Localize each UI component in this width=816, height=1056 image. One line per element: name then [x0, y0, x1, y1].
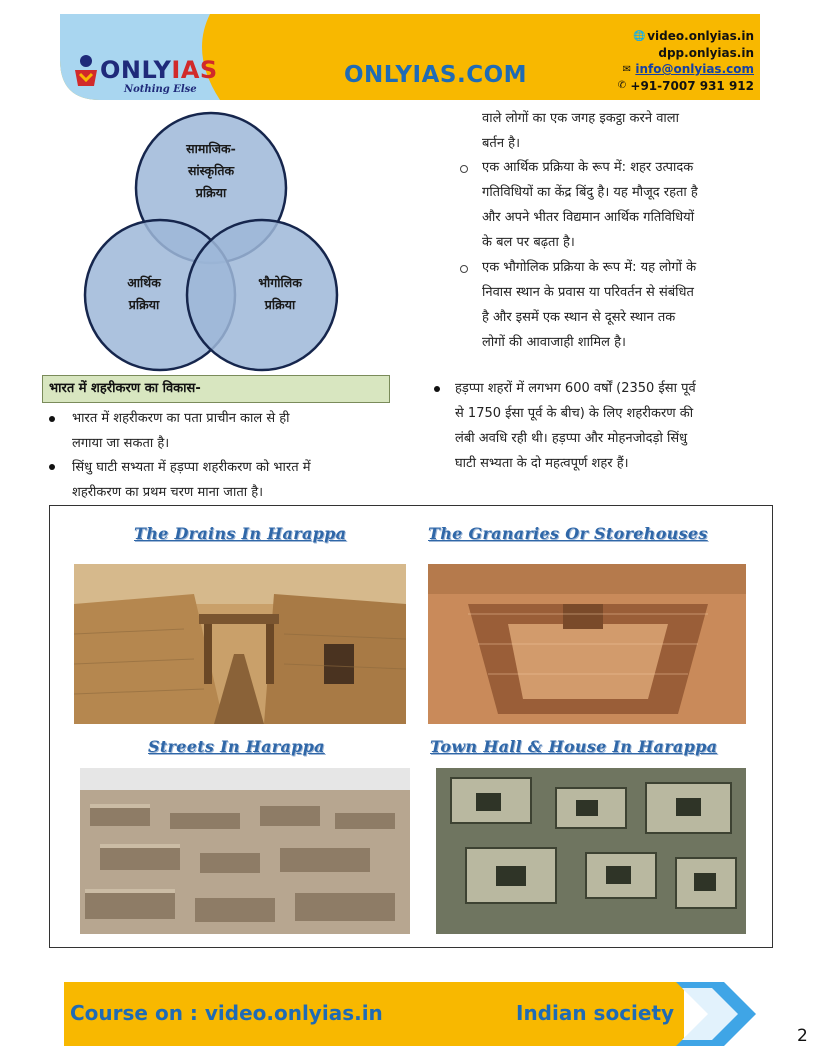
bullet-icon — [434, 386, 440, 392]
urbanization-ancient-item: भारत में शहरीकरण का पता प्राचीन काल से ही लगाया जा सकता है। — [72, 411, 290, 451]
site-title[interactable]: ONLYIAS.COM — [344, 62, 528, 88]
venn-top-label: सामाजिक- सांस्कृतिक प्रक्रिया — [186, 141, 236, 200]
venn-right-label: भौगोलिक प्रक्रिया — [258, 275, 302, 312]
townhall-photo — [436, 768, 746, 934]
harappa-duration-item: हड़प्पा शहरों में लगभग 600 वर्षों (2350 ईसा पूर्व से 1750 ईसा पूर्व के बीच) के लिए शहरीकरण की लंबी अवधि रही थी। हड़प्पा और मोहनजोदड़ो सिंधु घाटी सभ्यता के दो महत्वपूर्ण शहर हैं। — [455, 381, 696, 471]
continuation-text: वाले लोगों का एक जगह इकट्ठा करने वाला बर्तन है। — [482, 111, 679, 151]
footer-course-link[interactable]: Course on : video.onlyias.in — [70, 1001, 383, 1025]
logo-icon — [72, 54, 100, 92]
economic-process-item: एक आर्थिक प्रक्रिया के रूप में: शहर उत्पादक गतिविधियों का केंद्र बिंदु है। यह मौजूद रहता है और अपने भीतर विद्यमान आर्थिक गतिविधियों के बल पर बढ़ता है। — [482, 160, 698, 250]
phone-icon: ✆ — [617, 80, 627, 92]
contact-video[interactable]: 🌐 video.onlyias.in — [633, 29, 754, 43]
contact-phone[interactable]: ✆ +91-7007 931 912 — [617, 78, 754, 93]
bullet-icon — [49, 464, 55, 470]
granaries-photo — [428, 564, 746, 724]
contact-email[interactable]: ✉ info@onlyias.com — [622, 62, 754, 76]
granaries-title: The Granaries Or Storehouses — [428, 524, 708, 543]
page-number: 2 — [797, 1026, 808, 1046]
footer-subject: Indian society — [516, 1001, 675, 1025]
streets-title: Streets In Harappa — [148, 737, 325, 756]
section-heading: भारत में शहरीकरण का विकास- — [42, 375, 390, 403]
geographic-process-item: एक भौगोलिक प्रक्रिया के रूप में: यह लोगों के निवास स्थान के प्रवास या परिवर्तन से संबंधित है और इसमें एक स्थान से दूसरे स्थान तक लोगों की आवाजाही शामिल है। — [482, 260, 697, 350]
venn-left-label: आर्थिक प्रक्रिया — [127, 275, 161, 312]
indus-phase-item: सिंधु घाटी सभ्यता में हड़प्पा शहरीकरण को भारत में शहरीकरण का प्रथम चरण माना जाता है। — [72, 460, 311, 500]
bullet-icon — [49, 416, 55, 422]
circle-bullet-icon — [460, 265, 468, 273]
drains-title: The Drains In Harappa — [134, 524, 347, 543]
venn-diagram — [80, 108, 350, 384]
contact-dpp[interactable]: dpp.onlyias.in — [658, 45, 754, 60]
logo-text: ONLYIAS — [100, 56, 218, 84]
harappa-image-panel — [49, 505, 773, 948]
globe-icon: 🌐 — [633, 30, 646, 42]
drains-photo — [74, 564, 406, 724]
streets-photo — [80, 768, 410, 934]
mail-icon: ✉ — [622, 63, 632, 75]
townhall-title: Town Hall & House In Harappa — [430, 737, 718, 756]
contact-block — [616, 28, 754, 94]
circle-bullet-icon — [460, 165, 468, 173]
logo-tagline: Nothing Else — [124, 84, 197, 95]
